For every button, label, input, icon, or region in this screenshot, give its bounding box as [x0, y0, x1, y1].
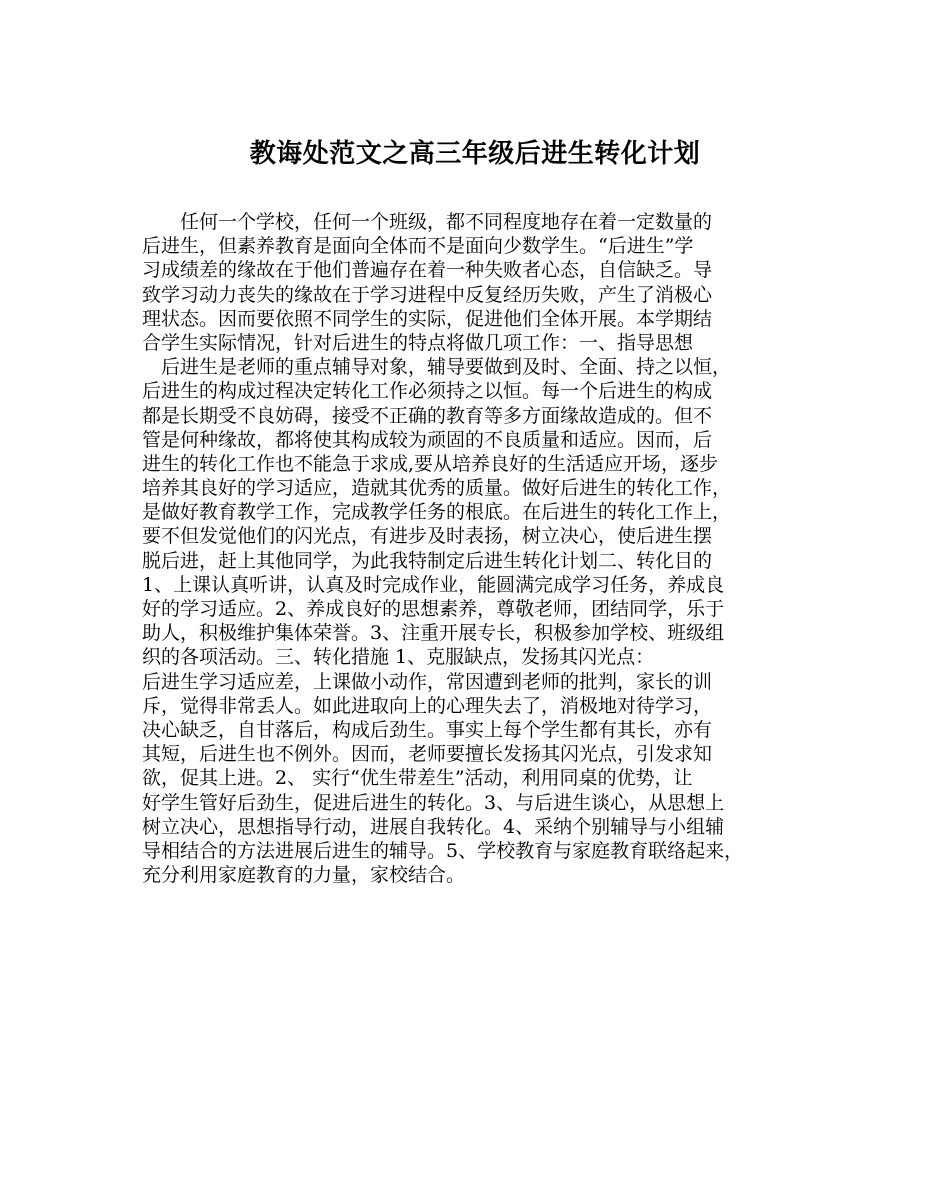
body-text-line: 导相结合的方法进展后进生的辅导。5、学校教育与家庭教育联络起来， [142, 839, 744, 862]
body-text-line: 是做好教育教学工作，完成教学任务的根底。在后进生的转化工作上， [142, 501, 732, 524]
body-text-line: 斥，觉得非常丢人。如此进取向上的心理失去了，消极地对待学习， [142, 694, 713, 717]
body-text-line: 都是长期受不良妨碍，接受不正确的教育等多方面缘故造成的。但不 [142, 404, 713, 427]
body-text-line: 其短，后进生也不例外。因而，老师要擅长发扬其闪光点，引发求知 [142, 743, 713, 766]
body-text-line: 1、上课认真听讲，认真及时完成作业，能圆满完成学习任务，养成良 [142, 573, 725, 596]
body-text-line: 任何一个学校，任何一个班级，都不同程度地存在着一定数量的 [142, 211, 713, 233]
body-text-line: 合学生实际情况，针对后进生的特点将做几项工作：一、指导思想 [142, 331, 694, 354]
body-text-line: 好的学习适应。2、养成良好的思想素养，尊敬老师，团结同学，乐于 [142, 598, 725, 620]
body-text-line: 决心缺乏，自甘落后，构成后劲生。事实上每个学生都有其长，亦有 [142, 718, 713, 741]
body-text-line: 进生的转化工作也不能急于求成,要从培养良好的生活适应开场，逐步 [142, 452, 719, 475]
body-text-line: 习成绩差的缘故在于他们普遍存在着一种失败者心态，自信缺乏。导 [142, 259, 713, 282]
body-text-line: 织的各项活动。三、转化措施 1、克服缺点，发扬其闪光点： [142, 646, 655, 669]
body-text-line: 好学生管好后劲生，促进后进生的转化。3、与后进生谈心，从思想上 [142, 791, 725, 814]
body-text-line: 后进生，但素养教育是面向全体而不是面向少数学生。“后进生”学 [142, 235, 694, 258]
body-text-line: 培养其良好的学习适应，造就其优秀的质量。做好后进生的转化工作， [142, 477, 732, 500]
body-text-line: 助人，积极维护集体荣誉。3、注重开展专长，积极参加学校、班级组 [142, 622, 725, 645]
body-text-line: 后进生学习适应差，上课做小动作，常因遭到老师的批判，家长的训 [142, 670, 713, 693]
body-text-line: 后进生是老师的重点辅导对象，辅导要做到及时、全面、持之以恒， [142, 356, 732, 379]
body-text-line: 充分利用家庭教育的力量，家校结合。 [142, 864, 466, 887]
body-text-line: 要不但发觉他们的闪光点，有进步及时表扬，树立决心，使后进生摆 [142, 525, 713, 548]
body-text-line: 后进生的构成过程决定转化工作必须持之以恒。每一个后进生的构成 [142, 380, 713, 403]
body-text-line: 理状态。因而要依照不同学生的实际，促进他们全体开展。本学期结 [142, 307, 713, 330]
body-text-line: 树立决心，思想指导行动，进展自我转化。4、采纳个别辅导与小组辅 [142, 815, 725, 838]
body-text-line: 脱后进，赶上其他同学，为此我特制定后进生转化计划二、转化目的 [142, 549, 713, 572]
document-title: 教诲处范文之高三年级后进生转化计划 [249, 139, 701, 169]
body-text-line: 管是何种缘故，都将使其构成较为顽固的不良质量和适应。因而，后 [142, 428, 713, 451]
body-text-line: 欲，促其上进。2、 实行“优生带差生”活动，利用同桌的优势，让 [142, 767, 693, 790]
document-body [142, 210, 822, 887]
body-text-line: 致学习动力丧失的缘故在于学习进程中反复经历失败，产生了消极心 [142, 283, 713, 306]
